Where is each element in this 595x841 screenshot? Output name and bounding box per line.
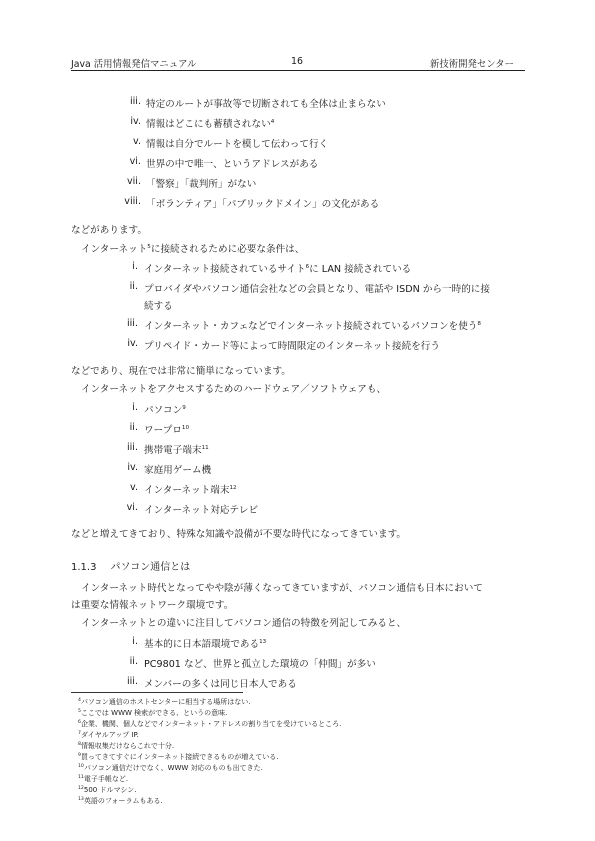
section-number: 1.1.3 xyxy=(71,562,97,573)
section-heading xyxy=(71,558,190,573)
footnote: $^{10}$パソコン通信だけでなく、WWW 対応のものも出てきた. xyxy=(78,764,263,772)
paragraph: インターネットをアクセスするためのハードウェア／ソフトウェアも、 xyxy=(81,384,387,395)
paragraph: は重要な情報ネットワーク環境です。 xyxy=(71,600,234,611)
footnote: $^4$パソコン通信のホストセンターに相当する場所はない. xyxy=(78,698,251,706)
footnote-ref[interactable]: 8 xyxy=(477,321,481,327)
section-title: パソコン通信とは xyxy=(110,562,191,573)
paragraph: インターネットとの違いに注目してパソコン通信の特徴を列記してみると、 xyxy=(81,618,407,629)
footnote: $^{12}$500 ドルマシン. xyxy=(78,786,137,794)
list-item-continuation: 続する xyxy=(144,301,173,312)
footnote-ref[interactable]: 11 xyxy=(201,445,209,451)
running-header-title: Java 活用情報発信マニュアル xyxy=(71,59,197,70)
footnote: $^5$ここでは WWW 検索ができる、というの意味. xyxy=(78,709,228,717)
paragraph: などであり、現在では非常に簡単になっています。 xyxy=(71,366,291,377)
footnote-ref[interactable]: 6 xyxy=(305,264,310,270)
footnote-ref[interactable]: 13 xyxy=(259,639,267,645)
page-number: 16 xyxy=(291,56,303,67)
footnote-ref[interactable]: 12 xyxy=(229,485,237,491)
paragraph: インターネット時代となってやや陰が薄くなってきていますが、パソコン通信も日本において xyxy=(81,583,483,594)
footnote: $^9$買ってきてすぐにインターネット接続できるものが増えている. xyxy=(78,753,279,761)
footnote-rule xyxy=(71,692,243,693)
header-rule xyxy=(71,70,525,71)
footnote-ref[interactable]: 4 xyxy=(270,119,275,125)
footnote-ref[interactable]: 10 xyxy=(181,425,190,431)
footnote: $^8$情報収集だけならこれで十分. xyxy=(78,742,175,750)
paragraph: などがあります。 xyxy=(71,225,147,236)
footnote: $^6$企業、機関、個人などでインターネット・アドレスの割り当てを受けているところ. xyxy=(78,720,342,728)
paragraph: などと増えてきており、特殊な知識や設備が不要な時代になってきています。 xyxy=(71,529,407,540)
paragraph: インターネット$^5$に接続されるために必要な条件は、 xyxy=(81,244,305,255)
footnote-ref[interactable]: 5 xyxy=(147,244,151,250)
footnote: $^{13}$英語のフォーラムもある. xyxy=(78,797,163,805)
running-header-org: 新技術開発センター xyxy=(430,59,515,70)
footnote: $^7$ダイヤルアップ IP. xyxy=(78,731,139,739)
footnote-ref[interactable]: 9 xyxy=(182,405,186,411)
footnote: $^{11}$電子手帳など. xyxy=(78,775,129,783)
